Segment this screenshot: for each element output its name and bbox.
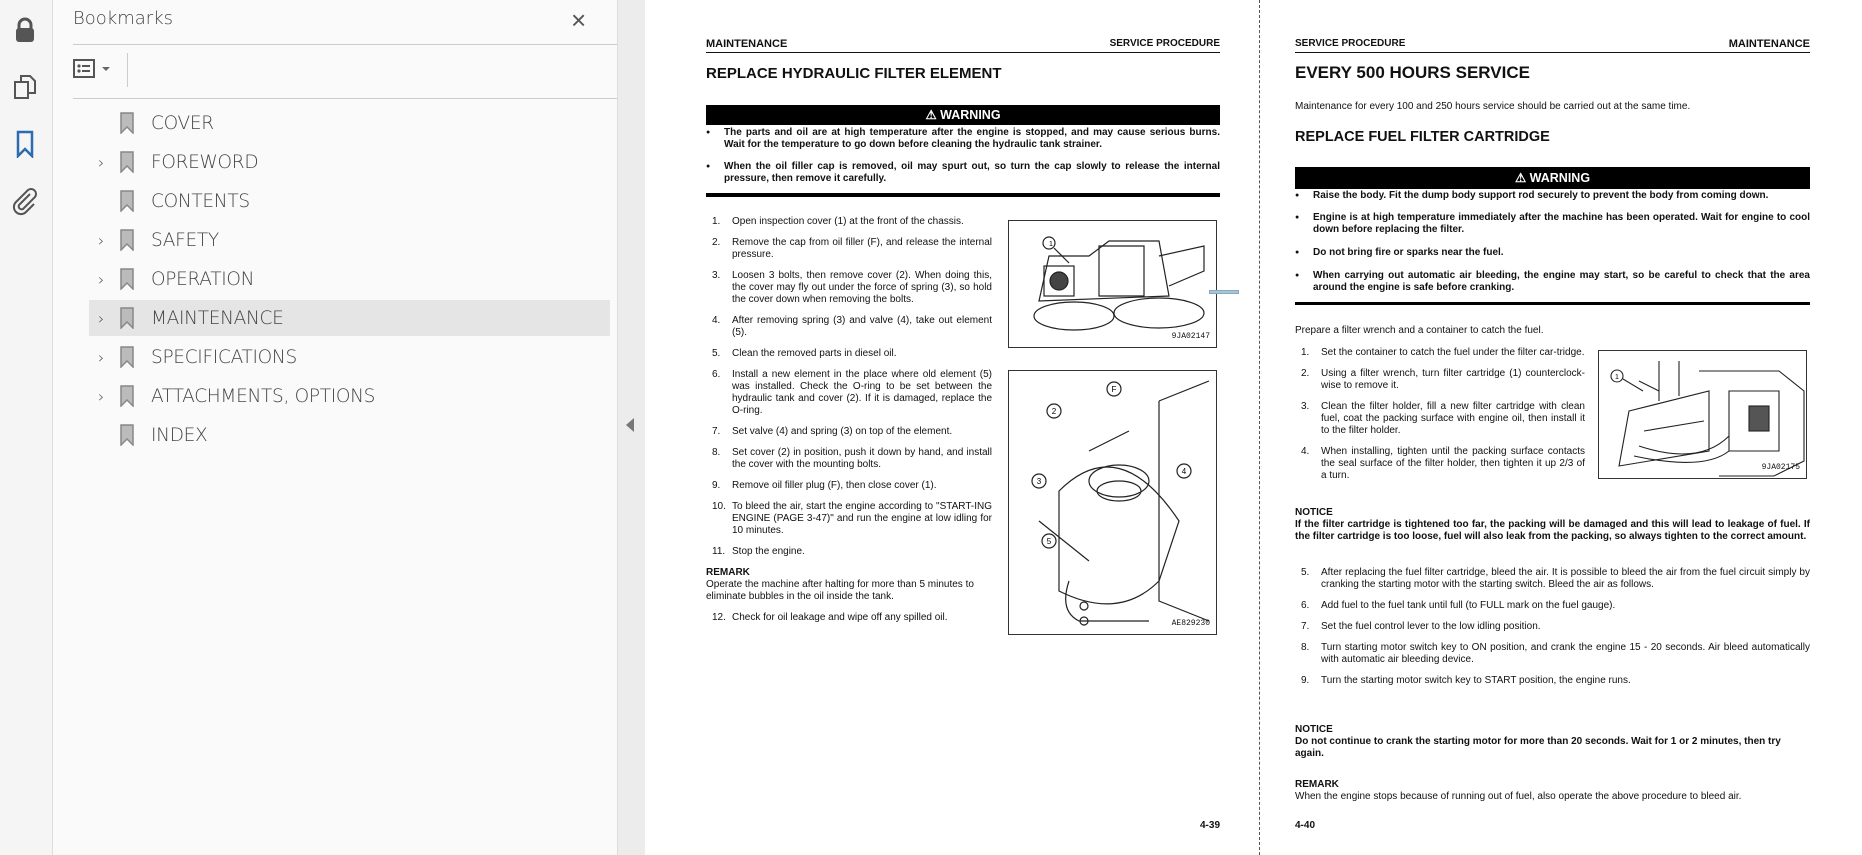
step-text: Open inspection cover (1) at the front of the chassis.: [732, 216, 964, 227]
step-item: 9. Turn the starting motor switch key to START position, the engine runs.: [1301, 675, 1631, 686]
remark-block: [706, 567, 992, 603]
svg-text:F: F: [1111, 385, 1117, 394]
svg-text:2: 2: [1051, 407, 1057, 416]
page-header: [1295, 38, 1810, 53]
step-item: 1. Open inspection cover (1) at the front of the chassis.: [712, 216, 964, 227]
step-text: Turn the starting motor switch key to START position, the engine runs.: [1321, 675, 1631, 686]
page-number: 4-39: [1199, 820, 1220, 831]
step-text: Set the container to catch the fuel under the filter car-tridge.: [1321, 347, 1585, 358]
step-text: Set cover (2) in position, push it down by hand, and install the cover with the mounting bolts.: [732, 447, 992, 470]
step-item: 2. Remove the cap from oil filler (F), and release the internal pressure.: [712, 237, 992, 260]
header-left: SERVICE PROCEDURE: [1295, 38, 1406, 49]
step-item: 7. Set valve (4) and spring (3) on top of the element.: [712, 426, 953, 437]
step-text: Turn starting motor switch key to ON position, and crank the engine 15 - 20 seconds. Air bleed automatically with automatic air bleeding device.: [1321, 642, 1810, 665]
bookmarks-icon[interactable]: [10, 129, 40, 159]
bookmark-options-button[interactable]: [73, 58, 111, 80]
figure-fuel-filter: [1598, 350, 1807, 479]
bookmark-icon: [113, 228, 141, 252]
bookmark-item[interactable]: [89, 378, 610, 414]
bookmark-icon: [113, 267, 141, 291]
svg-text:1: 1: [1049, 241, 1053, 248]
page-4-40: [1295, 0, 1810, 855]
step-text: Install a new element in the place where old element (5) was installed. Check the O-ring to be set between the hydraulic tank and cover (2). If it is damaged, replace the O-ring.: [732, 369, 992, 416]
bookmark-item[interactable]: [89, 183, 610, 219]
warning-item: ● Raise the body. Fit the dump body support rod securely to prevent the body from coming down.: [1295, 190, 1810, 202]
divider: [1295, 302, 1810, 305]
notice-block: [1295, 724, 1810, 760]
svg-text:3: 3: [1036, 477, 1042, 486]
step-item: 6. Add fuel to the fuel tank until full (to FULL mark on the fuel gauge).: [1301, 600, 1616, 611]
bookmark-item[interactable]: [89, 222, 610, 258]
close-icon[interactable]: ×: [571, 5, 587, 35]
steps-list: [1295, 347, 1585, 491]
step-text: After removing spring (3) and valve (4), take out element (5).: [732, 315, 992, 338]
step-text: When installing, tighten until the packing surface contacts the seal surface of the filter holder, then tighten it up 2/3 of a turn.: [1321, 446, 1585, 481]
warning-banner: ⚠ WARNING: [706, 105, 1220, 125]
header-right: SERVICE PROCEDURE: [1109, 38, 1220, 49]
bookmark-label: OPERATION: [151, 268, 255, 290]
step-text: Stop the engine.: [732, 546, 805, 557]
remark-title: REMARK: [706, 567, 750, 578]
step-item: 5. After replacing the fuel filter cartridge, bleed the air. It is possible to bleed the air from the fuel circuit simply by cranking the starting motor with the starting switch. Bleed the air as follows.: [1301, 567, 1810, 590]
step-item: 8. Turn starting motor switch key to ON position, and crank the engine 15 - 20 seconds. Air bleed automatically with automatic air bleeding device.: [1301, 642, 1810, 665]
divider: [127, 53, 128, 87]
bookmark-label: SPECIFICATIONS: [151, 346, 297, 368]
step-text: Using a filter wrench, turn filter cartridge (1) counterclock-wise to remove it.: [1321, 368, 1585, 391]
step-text: Set the fuel control lever to the low idling position.: [1321, 621, 1541, 632]
header-left: MAINTENANCE: [706, 38, 788, 50]
intro-text: Maintenance for every 100 and 250 hours service should be carried out at the same time.: [1295, 101, 1691, 112]
warning-item: ● When carrying out automatic air bleeding, the engine may start, so be careful to check that the area around the engine is safe before cranking.: [1295, 270, 1810, 294]
divider: [73, 98, 621, 99]
step-text: After replacing the fuel filter cartridge, bleed the air. It is possible to bleed the air from the fuel circuit simply by cranking the starting motor with the starting switch. Bleed the air as follows.: [1321, 567, 1810, 590]
bookmark-label: INDEX: [151, 424, 208, 446]
section-title: REPLACE HYDRAULIC FILTER ELEMENT: [706, 65, 1002, 82]
page-number: 4-40: [1295, 820, 1316, 831]
remark-text: When the engine stops because of running out of fuel, also operate the above procedure to bleed air.: [1295, 791, 1742, 802]
list-options-icon: [73, 58, 97, 80]
chevron-down-icon: [101, 65, 111, 73]
bookmarks-panel: [53, 0, 617, 855]
warning-label: WARNING: [940, 108, 1001, 122]
svg-text:1: 1: [1615, 374, 1619, 381]
step-item: 4. When installing, tighten until the packing surface contacts the seal surface of the filter holder, then tighten it up 2/3 of a turn.: [1301, 446, 1585, 481]
chevron-right-icon[interactable]: ›: [97, 347, 105, 367]
collapse-panel-icon[interactable]: [626, 418, 634, 432]
section-title: EVERY 500 HOURS SERVICE: [1295, 63, 1530, 82]
figure-caption: 9JA02175: [1761, 463, 1800, 472]
step-item: 12. Check for oil leakage and wipe off any spilled oil.: [712, 612, 948, 623]
bookmark-icon: [113, 150, 141, 174]
header-right: MAINTENANCE: [1728, 38, 1810, 50]
prepare-text: Prepare a filter wrench and a container to catch the fuel.: [1295, 325, 1544, 336]
hydraulic-filter-illustration: [1009, 371, 1218, 636]
warning-banner: ⚠ WARNING: [1295, 167, 1810, 189]
warning-item: ● The parts and oil are at high temperature after the engine is stopped, and may cause serious burns. Wait for the temperature to go down before cleaning the hydraulic tank strainer.: [706, 127, 1220, 151]
warning-item: ● Engine is at high temperature immediately after the machine has been operated. Wait for engine to cool down before replacing the filter.: [1295, 212, 1810, 236]
bookmark-item[interactable]: [89, 261, 610, 297]
bookmark-label: CONTENTS: [151, 190, 250, 212]
step-text: Remove oil filler plug (F), then close cover (1).: [732, 480, 937, 491]
step-item: 9. Remove oil filler plug (F), then close cover (1).: [712, 480, 937, 491]
page-4-39: [706, 0, 1220, 855]
step-text: Loosen 3 bolts, then remove cover (2). When doing this, the cover may fly out under the force of spring (3), so hold the cover down when removing the bolts.: [732, 270, 992, 305]
warning-label: WARNING: [1529, 171, 1591, 185]
divider: [706, 193, 1220, 197]
notice-block: [1295, 507, 1810, 543]
link-marker: [1209, 290, 1239, 294]
lock-icon[interactable]: [10, 15, 40, 45]
step-item: 4. After removing spring (3) and valve (4), take out element (5).: [712, 315, 992, 338]
chevron-right-icon[interactable]: ›: [97, 269, 105, 289]
notice-title: NOTICE: [1295, 724, 1333, 735]
bookmark-icon: [113, 189, 141, 213]
bookmark-item[interactable]: [89, 417, 610, 453]
step-item: 3. Loosen 3 bolts, then remove cover (2). When doing this, the cover may fly out under the force of spring (3), so hold the cover down when removing the bolts.: [712, 270, 992, 305]
notice-title: NOTICE: [1295, 507, 1333, 518]
step-item: 5. Clean the removed parts in diesel oil.: [712, 348, 897, 359]
bookmark-icon: [113, 111, 141, 135]
left-tool-rail: [0, 0, 53, 855]
bookmark-item[interactable]: [89, 144, 610, 180]
step-item: 8. Set cover (2) in position, push it down by hand, and install the cover with the mounting bolts.: [712, 447, 992, 470]
step-text: Set valve (4) and spring (3) on top of the element.: [732, 426, 953, 437]
step-item: 7. Set the fuel control lever to the low idling position.: [1301, 621, 1541, 632]
bookmark-label: COVER: [151, 112, 214, 134]
page-header: [706, 38, 1220, 53]
steps-list: [706, 216, 992, 633]
chevron-right-icon[interactable]: ›: [97, 386, 105, 406]
step-text: Clean the removed parts in diesel oil.: [732, 348, 897, 359]
bookmark-item[interactable]: [89, 105, 610, 141]
step-text: To bleed the air, start the engine according to "START-ING ENGINE (PAGE 3-47)" and run the engine at low idling for 10 minutes.: [732, 501, 992, 536]
dump-carrier-illustration: [1009, 221, 1218, 349]
bookmark-label: MAINTENANCE: [151, 307, 284, 329]
warning-item: ● When the oil filler cap is removed, oil may spurt out, so turn the cap slowly to release the internal pressure, then remove it carefully.: [706, 161, 1220, 185]
bookmark-icon: [113, 384, 141, 408]
remark-title: REMARK: [1295, 779, 1339, 790]
warning-item: ● Do not bring fire or sparks near the fuel.: [1295, 247, 1810, 259]
page-divider: [1259, 0, 1260, 855]
bookmark-label: SAFETY: [151, 229, 219, 251]
step-item: 2. Using a filter wrench, turn filter cartridge (1) counterclock-wise to remove it.: [1301, 368, 1585, 391]
step-item: 6. Install a new element in the place where old element (5) was installed. Check the O-ring to be set between the hydraulic tank and cover (2). If it is damaged, replace the O-ring.: [712, 369, 992, 416]
chevron-right-icon[interactable]: ›: [97, 152, 105, 172]
pages-icon[interactable]: [10, 72, 40, 102]
svg-text:5: 5: [1046, 537, 1052, 546]
step-text: Check for oil leakage and wipe off any spilled oil.: [732, 612, 948, 623]
step-text: Add fuel to the fuel tank until full (to FULL mark on the fuel gauge).: [1321, 600, 1616, 611]
paperclip-icon[interactable]: [10, 187, 40, 217]
bookmark-icon: [113, 306, 141, 330]
svg-text:4: 4: [1181, 467, 1187, 476]
step-item: 3. Clean the filter holder, fill a new filter cartridge with clean fuel, coat the packing surface with engine oil, then install it to the filter holder.: [1301, 401, 1585, 436]
chevron-right-icon[interactable]: ›: [97, 308, 105, 328]
bookmark-label: FOREWORD: [151, 151, 259, 173]
bookmark-item[interactable]: [89, 339, 610, 375]
subsection-title: REPLACE FUEL FILTER CARTRIDGE: [1295, 129, 1550, 145]
step-text: Remove the cap from oil filler (F), and release the internal pressure.: [732, 237, 992, 260]
panel-title: Bookmarks: [73, 8, 174, 29]
notice-text: Do not continue to crank the starting motor for more than 20 seconds. Wait for 1 or 2 minutes, then try again.: [1295, 736, 1781, 759]
step-item: 10. To bleed the air, start the engine according to "START-ING ENGINE (PAGE 3-47)" and run the engine at low idling for 10 minutes.: [712, 501, 992, 536]
steps-list: [1295, 567, 1810, 696]
figure-caption: AE829230: [1171, 619, 1210, 628]
bookmark-item[interactable]: [89, 300, 610, 336]
panel-splitter[interactable]: [617, 0, 645, 855]
step-text: Clean the filter holder, fill a new filter cartridge with clean fuel, coat the packing surface with engine oil, then install it to the filter holder.: [1321, 401, 1585, 436]
notice-text: If the filter cartridge is tightened too far, the packing will be damaged and this will lead to leakage of fuel. If the filter cartridge is too loose, fuel will also leak from the packing, so always tighten to the correct amount.: [1295, 519, 1810, 542]
bookmark-icon: [113, 423, 141, 447]
divider: [73, 44, 621, 45]
figure-caption: 9JA02147: [1171, 332, 1210, 341]
bookmark-icon: [113, 345, 141, 369]
step-item: 1. Set the container to catch the fuel under the filter car-tridge.: [1301, 347, 1585, 358]
remark-text: Operate the machine after halting for more than 5 minutes to eliminate bubbles in the oil inside the tank.: [706, 579, 974, 602]
figure-filter: [1008, 370, 1217, 635]
chevron-right-icon[interactable]: ›: [97, 230, 105, 250]
figure-machine: [1008, 220, 1217, 348]
bookmark-label: ATTACHMENTS, OPTIONS: [151, 385, 376, 407]
fuel-filter-illustration: [1599, 351, 1808, 480]
step-item: 11. Stop the engine.: [712, 546, 805, 557]
remark-block: [1295, 779, 1810, 803]
